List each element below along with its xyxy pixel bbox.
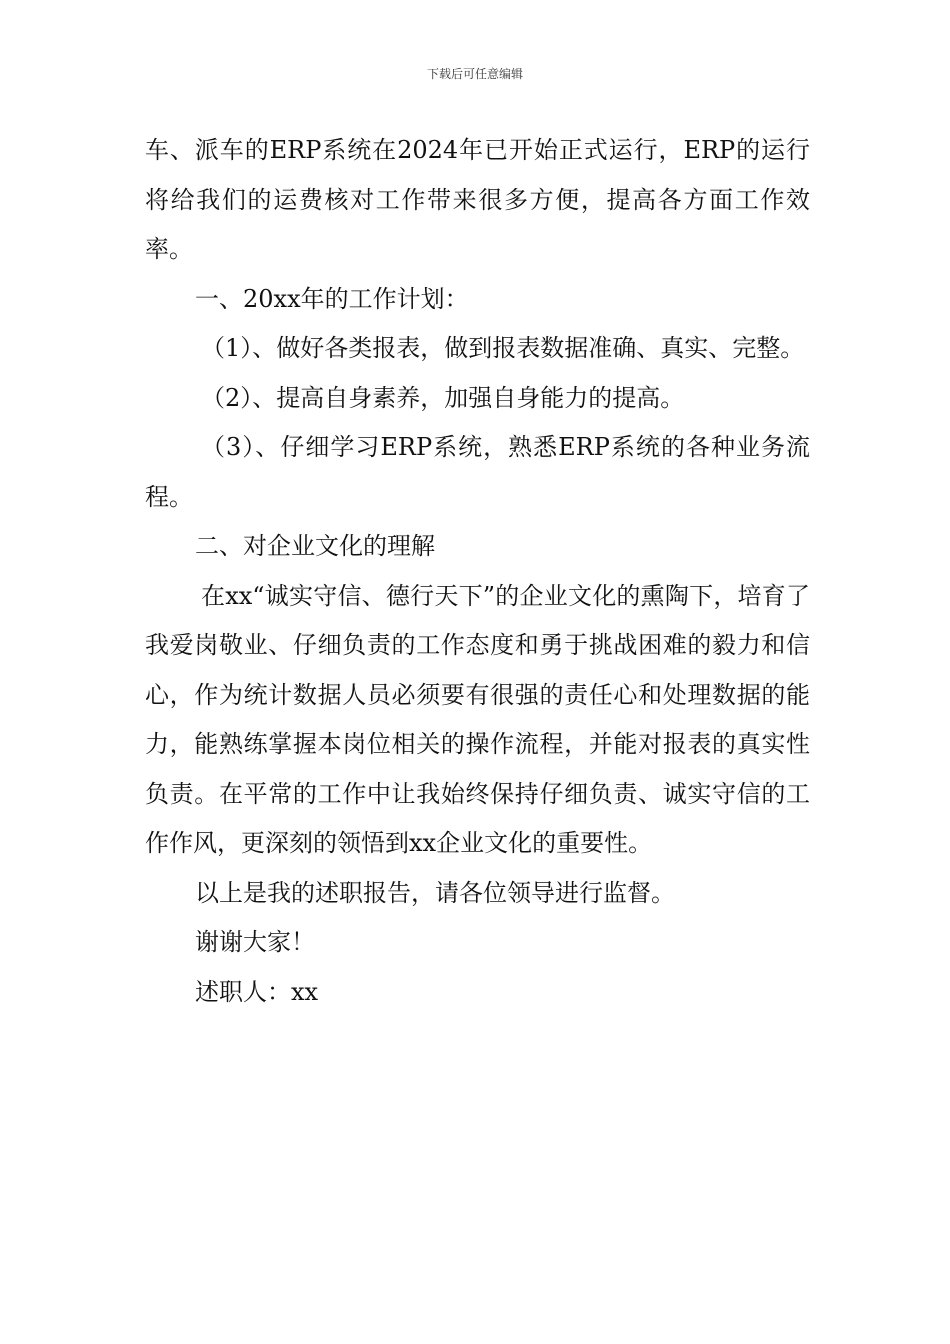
plan-item-2: （2）、提高自身素养，加强自身能力的提高。 — [201, 383, 685, 412]
heading-work-plan: 一、20xx年的工作计划： — [195, 284, 469, 313]
paragraph-closing: 以上是我的述职报告，请各位领导进行监督。 — [195, 878, 675, 907]
plan-item-1: （1）、做好各类报表，做到报表数据准确、真实、完整。 — [201, 334, 805, 362]
plan-item-3: （3）、仔细学习ERP系统，熟悉ERP系统的各种业务流程。 — [145, 433, 810, 511]
document-body — [145, 126, 810, 1017]
paragraph-thanks: 谢谢大家！ — [195, 928, 315, 956]
paragraph-signature: 述职人：xx — [195, 977, 319, 1006]
paragraph-corporate-culture: 在xx“诚实守信、德行天下”的企业文化的熏陶下，培育了我爱岗敬业、仔细负责的工作态度和勇于挑战困难的毅力和信心，作为统计数据人员必须要有很强的责任心和处理数据的能力，能熟练掌握本岗位相关的操作流程，并能对报表的真实性负责。在平常的工作中让我始终保持仔细负责、诚实守信的工作作风，更深刻的领悟到xx企业文化的重要性。 — [145, 581, 810, 857]
paragraph-erp-intro: 车、派车的ERP系统在2024年已开始正式运行，ERP的运行将给我们的运费核对工作带来很多方便，提高各方面工作效率。 — [145, 136, 810, 263]
page-header: 下载后可任意编辑 — [426, 67, 523, 81]
heading-corporate-culture: 二、对企业文化的理解 — [195, 532, 435, 560]
